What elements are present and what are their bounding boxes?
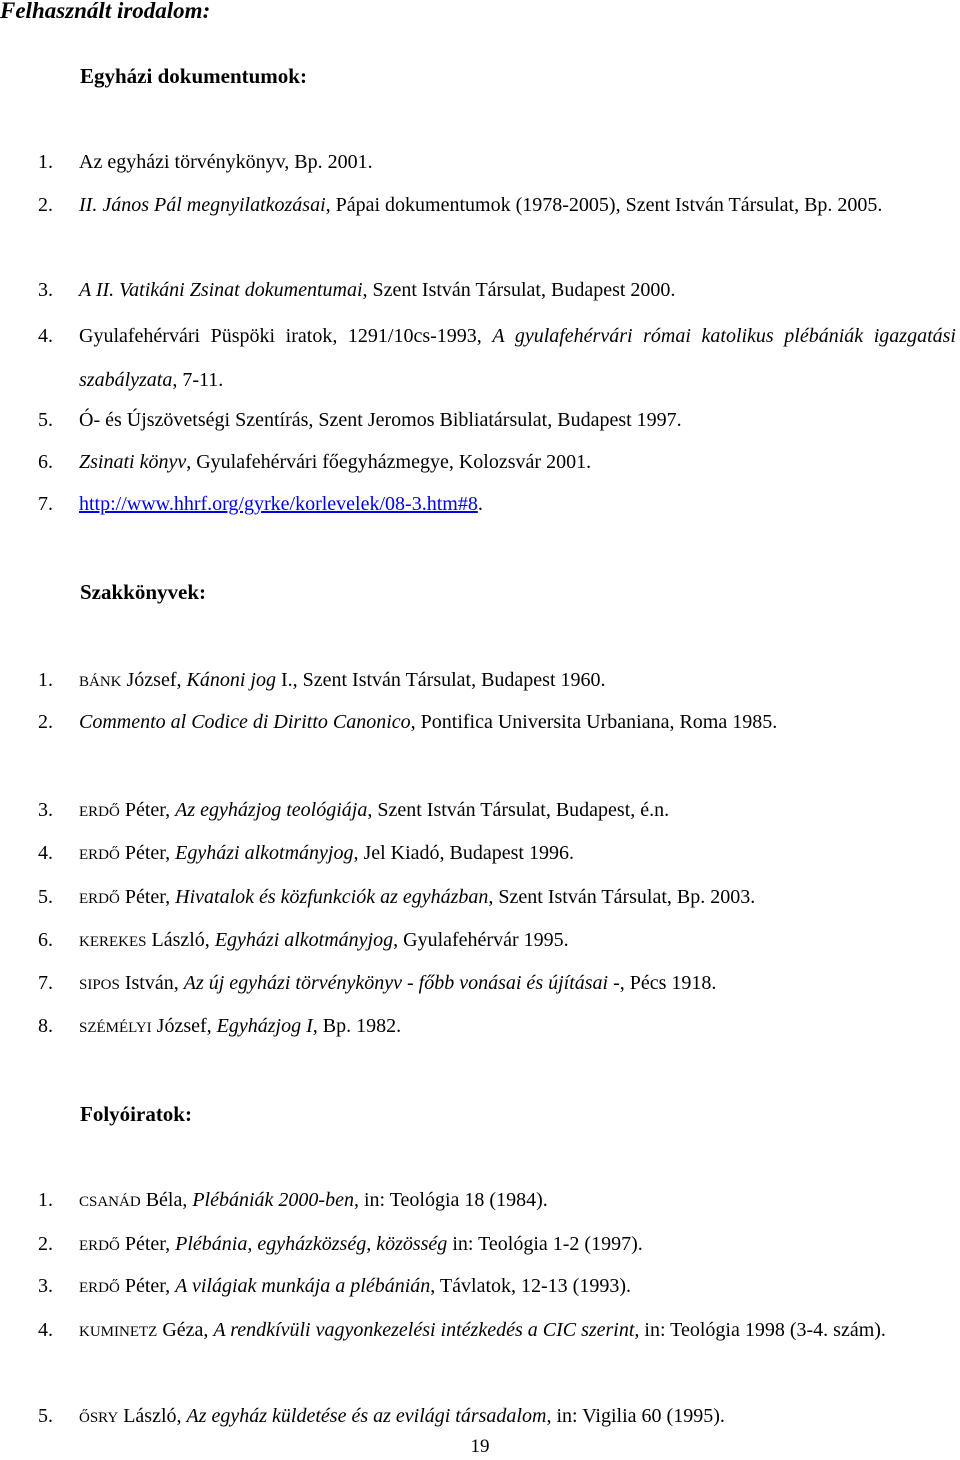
reference-title: II. János Pál megnyilatkozásai [79,194,326,216]
reference-author: József, [151,1015,217,1037]
reference-text: , Pápai dokumentumok (1978-2005), Szent István Társulat, Bp. 2005. [325,194,883,216]
reference-item [38,961,956,1007]
reference-item [38,440,956,484]
reference-author-surname: SZÉMÉLYI [79,1020,152,1036]
reference-author-surname: ERDŐ [79,1238,120,1254]
reference-number: 5. [38,409,53,431]
section-title-journals: Folyóiratok: [80,1102,192,1126]
reference-text: Ó- és Újszövetségi Szentírás, Szent Jeromos Bibliatársulat, Budapest 1997. [79,409,682,431]
reference-number: 3. [38,279,53,301]
reference-author: Péter, [119,1275,176,1297]
reference-item [38,140,956,184]
section-title-textbooks: Szakkönyvek: [80,580,207,604]
reference-number: 4. [38,842,53,864]
reference-title: Plébániák 2000-ben [192,1189,354,1211]
reference-title: Egyházjog I [216,1015,313,1037]
reference-text: , Szent István Társulat, Budapest, é.n. [367,799,670,821]
reference-number: 4. [38,325,53,347]
reference-title: Hivatalok és közfunkciók az egyházban [175,886,489,908]
reference-title: A rendkívüli vagyonkezelési intézkedés a CIC szerint [213,1319,635,1341]
reference-author-surname: KUMINETZ [79,1324,158,1340]
reference-author-surname: KEREKES [79,934,147,950]
reference-item [38,658,956,704]
reference-item [38,875,956,921]
reference-number: 2. [38,711,53,733]
reference-number: 8. [38,1015,53,1037]
reference-title: Az új egyházi törvénykönyv - főbb vonásai és újításai [183,972,609,994]
reference-item [38,700,956,744]
reference-item [38,1394,956,1440]
reference-item [38,398,956,442]
reference-author: Péter, [119,886,176,908]
reference-number: 2. [38,1233,53,1255]
reference-item [38,918,956,964]
reference-number: 2. [38,194,53,216]
reference-number: 5. [38,886,53,908]
reference-item [38,831,956,877]
reference-title: Kánoni jog [186,669,276,691]
reference-number: 7. [38,972,53,994]
reference-text: , Szent István Társulat, Budapest 2000. [362,279,676,301]
reference-text: . [477,493,483,515]
reference-item [38,482,956,526]
reference-item [38,1308,956,1354]
reference-author-surname: ERDŐ [79,847,120,863]
reference-author: Péter, [119,842,176,864]
reference-text: , Jel Kiadó, Budapest 1996. [353,842,574,864]
reference-number: 1. [38,151,53,173]
reference-item [38,1178,956,1224]
reference-number: 6. [38,451,53,473]
reference-text: , Távlatok, 12-13 (1993). [430,1275,631,1297]
reference-author: Péter, [119,1233,176,1255]
reference-number: 4. [38,1319,53,1341]
reference-text: -, Pécs 1918. [608,972,717,994]
reference-number: 6. [38,929,53,951]
reference-author-surname: ERDŐ [79,804,120,820]
section-title-church-documents: Egyházi dokumentumok: [80,64,307,88]
reference-title: Egyházi alkotmányjog [175,842,354,864]
reference-author: László, [146,929,215,951]
reference-lead: Gyulafehérvári Püspöki iratok, 1291/10cs-1993, [79,325,493,347]
reference-title: Commento al Codice di Diritto Canonico [79,711,411,733]
reference-title: A gyulafehérvári római katolikus plébániák igazgatási szabályzata [79,325,956,391]
reference-author-surname: SIPOS [79,977,120,993]
page-number: 19 [470,1436,490,1457]
reference-text: , in: Teológia 1998 (3-4. szám). [634,1319,886,1341]
reference-author: Géza, [157,1319,214,1341]
reference-item [38,314,956,402]
reference-author: József, [121,669,187,691]
reference-number: 5. [38,1405,53,1427]
reference-text: , Gyulafehérvár 1995. [393,929,569,951]
reference-author-surname: ERDŐ [79,1280,120,1296]
reference-number: 7. [38,493,53,515]
reference-author: László, [118,1405,187,1427]
reference-number: 3. [38,1275,53,1297]
reference-item [38,788,956,834]
page-heading: Felhasznált irodalom: [0,0,211,23]
reference-author: István, [119,972,184,994]
reference-number: 1. [38,669,53,691]
reference-title: Az egyházjog teológiája [175,799,368,821]
reference-text: in: Teológia 1-2 (1997). [447,1233,643,1255]
reference-link[interactable]: http://www.hhrf.org/gyrke/korlevelek/08-3.htm#8 [79,493,478,515]
reference-item [38,268,956,312]
reference-text: I., Szent István Társulat, Budapest 1960. [275,669,606,691]
reference-author: Péter, [119,799,176,821]
reference-number: 1. [38,1189,53,1211]
reference-text: , 7-11. [172,369,224,391]
reference-item [38,1222,956,1268]
reference-author-surname: BÁNK [79,674,122,690]
reference-title: A II. Vatikáni Zsinat dokumentumai [79,279,363,301]
reference-title: Egyházi alkotmányjog [214,929,394,951]
reference-text: , in: Vigilia 60 (1995). [546,1405,725,1427]
reference-author: Béla, [140,1189,193,1211]
reference-title: Az egyház küldetése és az evilági társadalom [186,1405,547,1427]
reference-text: , in: Teológia 18 (1984). [353,1189,548,1211]
reference-item [38,1264,956,1310]
reference-author-surname: ERDŐ [79,891,120,907]
reference-text: , Bp. 1982. [312,1015,402,1037]
reference-item [38,183,956,227]
reference-text: , Gyulafehérvári főegyházmegye, Kolozsvár 2001. [186,451,592,473]
reference-text: , Szent István Társulat, Bp. 2003. [488,886,756,908]
reference-text: , Pontifica Universita Urbaniana, Roma 1985. [410,711,778,733]
reference-number: 3. [38,799,53,821]
reference-item [38,1004,956,1050]
reference-author-surname: CSANÁD [79,1194,141,1210]
reference-title: Plébánia, egyházközség, közösség [175,1233,448,1255]
reference-author-surname: ŐSRY [79,1410,119,1426]
reference-title: Zsinati könyv [79,451,187,473]
reference-title: A világiak munkája a plébánián [175,1275,431,1297]
reference-text: Az egyházi törvénykönyv, Bp. 2001. [79,151,373,173]
